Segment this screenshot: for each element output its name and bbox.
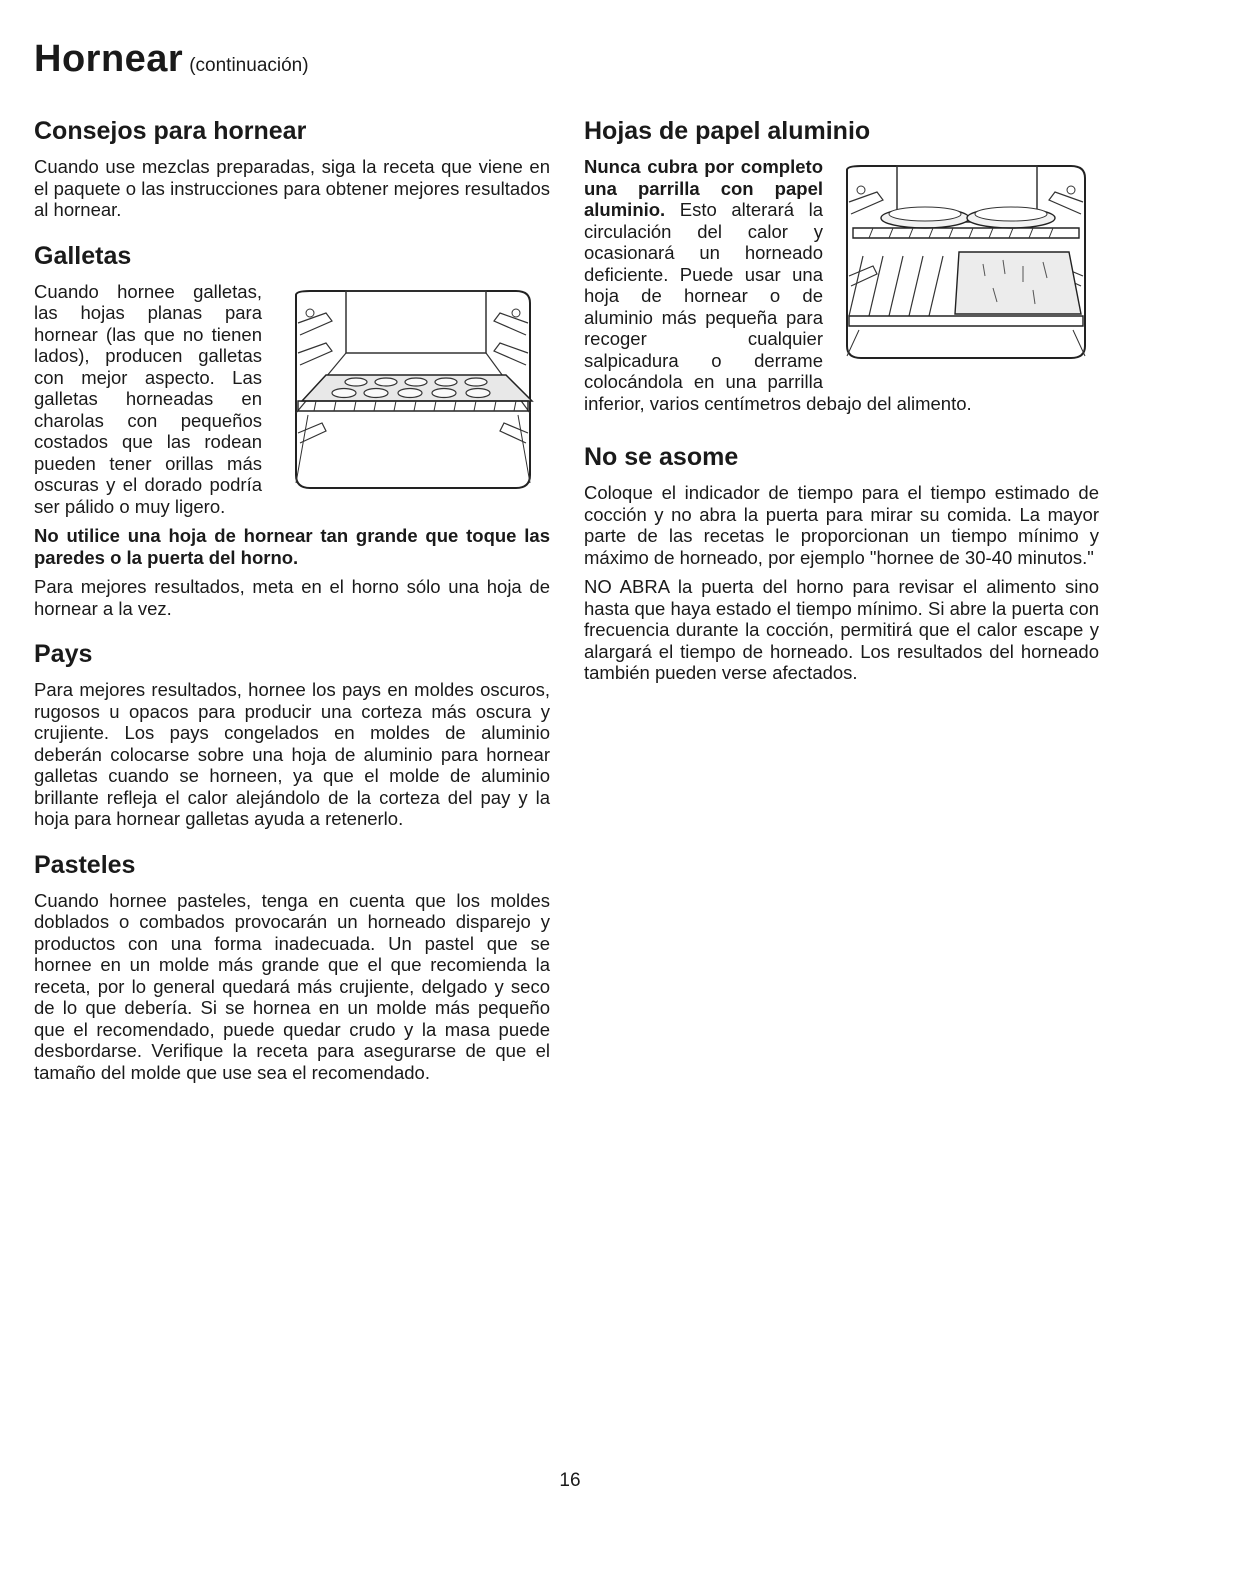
galletas-warning: No utilice una hoja de hornear tan grande que toque las paredes o la puerta del horno. xyxy=(34,525,550,568)
page-number: 16 xyxy=(559,1470,581,1491)
page-title: Hornear xyxy=(34,38,184,80)
heading-asome: No se asome xyxy=(584,443,739,471)
left-column xyxy=(34,116,550,1103)
section-aluminio xyxy=(584,116,1099,422)
section-consejos xyxy=(34,116,550,221)
galletas-paragraph-2: Para mejores resultados, meta en el horno sólo una hoja de hornear a la vez. xyxy=(34,576,550,619)
section-pasteles xyxy=(34,850,550,1084)
aluminio-text: Esto alterará la circulación del calor y ocasionará un horneado deficiente. Puede usar una hoja de hornear o de aluminio más pequeña para recoger cualquier salpicadura o derrame colocándola en una parrilla inferior, varios centímetros debajo del alimento. xyxy=(584,199,972,414)
galletas-paragraph: Cuando hornee galletas, las hojas planas para hornear (las que no tienen lados), producen galletas con mejor aspecto. Las galletas horneadas en charolas con pequeños costados que las rodean pueden tener orillas más oscuras y el dorado podría ser pálido o muy ligero. xyxy=(34,280,262,517)
oven-cookie-sheet-icon xyxy=(276,283,550,493)
aluminio-bold-lead: Nunca cubra por completo una parrilla con papel aluminio. xyxy=(584,156,823,220)
section-galletas xyxy=(34,241,550,620)
heading-galletas: Galletas xyxy=(34,241,132,270)
heading-pays: Pays xyxy=(34,640,93,668)
right-column xyxy=(584,116,1099,704)
page-header xyxy=(34,38,309,81)
section-asome xyxy=(584,442,1099,684)
pays-paragraph: Para mejores resultados, hornee los pays en moldes oscuros, rugosos u opacos para producir una corteza más oscura y crujiente. Los pays congelados en moldes de aluminio deberán colocarse sobre una hoja de aluminio para hornear galletas cuando se horneen, ya que el molde de aluminio brillante refleja el calor alejándolo de la corteza del pay y la hoja para hornear galletas ayuda a retenerlo. xyxy=(34,679,550,829)
section-pays xyxy=(34,639,550,830)
heading-consejos: Consejos para hornear xyxy=(34,117,307,145)
heading-aluminio: Hojas de papel aluminio xyxy=(584,117,871,145)
asome-paragraph-2: NO ABRA la puerta del horno para revisar el alimento sino hasta que haya estado el tiempo mínimo. Si abre la puerta con frecuencia durante la cocción, permitirá que el calor escape y alargará el tiempo de horneado. Los resultados del horneado también pueden verse afectados. xyxy=(584,576,1099,683)
oven-foil-icon xyxy=(833,156,1099,368)
pasteles-paragraph: Cuando hornee pasteles, tenga en cuenta que los moldes doblados o combados provocarán un horneado disparejo y productos con una forma inadecuada. Un pastel que se hornee en un molde más grande que el que recomienda la receta, por lo general quedará más crujiente, delgado y seco de lo que debería. Si se hornea en un molde más pequeño que el recomendado, puede quedar crudo y la masa puede desbordarse. Verifique la receta para asegurarse de que el tamaño del molde que use sea el recomendado. xyxy=(34,889,550,1083)
consejos-paragraph: Cuando use mezclas preparadas, siga la receta que viene en el paquete o las instrucciones para obtener mejores resultados al hornear. xyxy=(34,156,550,220)
heading-pasteles: Pasteles xyxy=(34,850,136,879)
oven-foil-illustration xyxy=(833,156,1099,368)
oven-cookie-sheet-illustration xyxy=(276,283,550,493)
page-subtitle: (continuación) xyxy=(189,55,309,76)
asome-paragraph-1: Coloque el indicador de tiempo para el tiempo estimado de cocción y no abra la puerta para mirar su comida. La mayor parte de las recetas le proporcionan un tiempo mínimo y máximo de horneado, por ejemplo "hornee de 30-40 minutos." xyxy=(584,482,1099,568)
